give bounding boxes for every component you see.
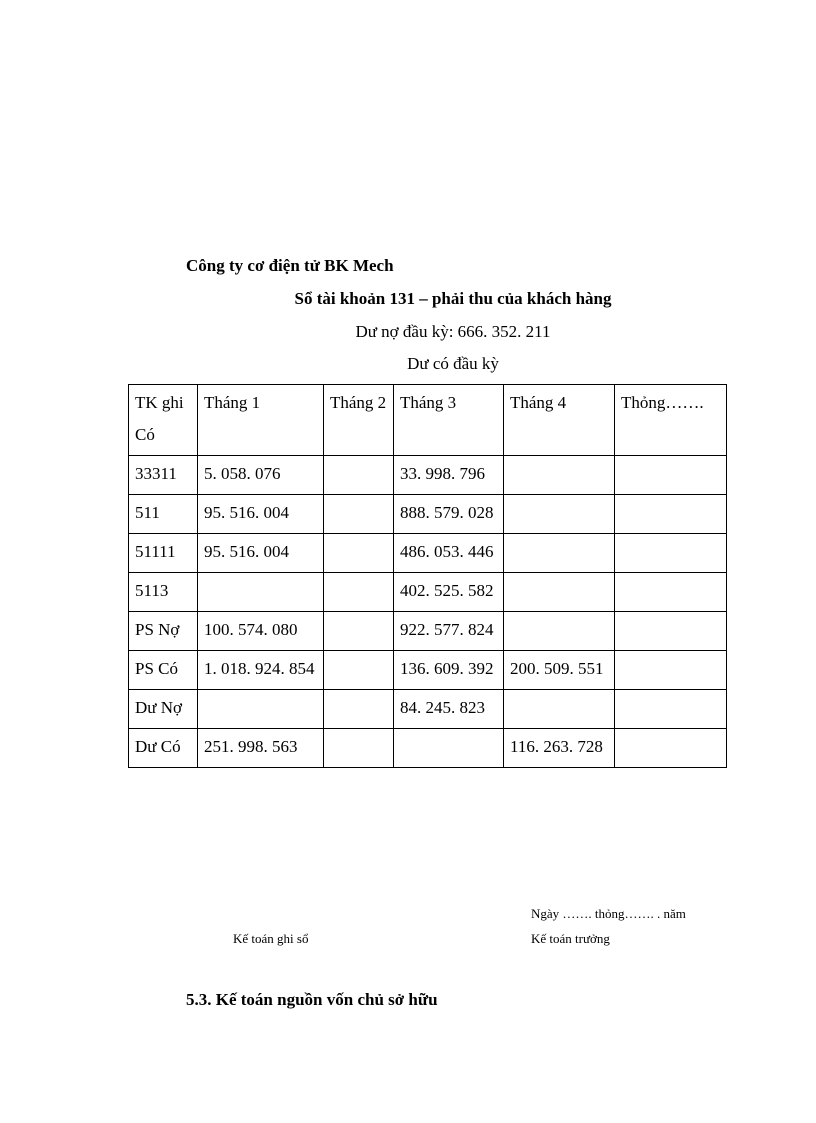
table-row bbox=[129, 573, 727, 612]
table-cell bbox=[324, 456, 394, 495]
header-cell: Tháng 1 bbox=[198, 385, 324, 456]
table-cell bbox=[324, 729, 394, 768]
opening-credit-balance: Dư có đầu kỳ bbox=[407, 354, 499, 373]
table-cell bbox=[615, 690, 727, 729]
ledger-title: Sổ tài khoản 131 – phải thu của khách hàng bbox=[294, 289, 612, 308]
table-cell bbox=[615, 495, 727, 534]
table-cell bbox=[324, 573, 394, 612]
header-cell: Tháng 3 bbox=[394, 385, 504, 456]
table-cell bbox=[324, 690, 394, 729]
table-cell: 1. 018. 924. 854 bbox=[198, 651, 324, 690]
table-header-row bbox=[129, 385, 727, 456]
table-row bbox=[129, 729, 727, 768]
table-cell: 84. 245. 823 bbox=[394, 690, 504, 729]
table-cell bbox=[504, 495, 615, 534]
account-cell: 5113 bbox=[129, 573, 198, 612]
table-cell bbox=[615, 612, 727, 651]
table-cell bbox=[615, 729, 727, 768]
table-cell bbox=[615, 534, 727, 573]
table-cell bbox=[504, 573, 615, 612]
account-cell: Dư Có bbox=[129, 729, 198, 768]
account-cell: 51111 bbox=[129, 534, 198, 573]
header-cell: Tháng 4 bbox=[504, 385, 615, 456]
table-cell: 402. 525. 582 bbox=[394, 573, 504, 612]
table-cell: 95. 516. 004 bbox=[198, 495, 324, 534]
table-cell bbox=[324, 651, 394, 690]
signer-bookkeeper: Kế toán ghi sổ bbox=[233, 931, 309, 946]
header-cell: TK ghi Có bbox=[129, 385, 198, 456]
table-cell bbox=[504, 456, 615, 495]
table-row bbox=[129, 651, 727, 690]
table-row bbox=[129, 456, 727, 495]
table-cell bbox=[324, 495, 394, 534]
table-cell: 888. 579. 028 bbox=[394, 495, 504, 534]
account-cell: 33311 bbox=[129, 456, 198, 495]
account-cell: PS Có bbox=[129, 651, 198, 690]
table-cell bbox=[198, 573, 324, 612]
table-row bbox=[129, 534, 727, 573]
date-line: Ngày ……. thỏng……. . năm bbox=[531, 906, 686, 921]
table-cell bbox=[615, 456, 727, 495]
table-cell: 251. 998. 563 bbox=[198, 729, 324, 768]
account-cell: 511 bbox=[129, 495, 198, 534]
table-cell: 200. 509. 551 bbox=[504, 651, 615, 690]
table-cell bbox=[504, 612, 615, 651]
table-cell bbox=[615, 651, 727, 690]
table-cell: 33. 998. 796 bbox=[394, 456, 504, 495]
table-row bbox=[129, 612, 727, 651]
table-cell bbox=[504, 690, 615, 729]
table-row bbox=[129, 690, 727, 729]
ledger-table bbox=[128, 384, 727, 768]
signer-chief-accountant: Kế toán trưởng bbox=[531, 931, 610, 946]
table-cell bbox=[324, 534, 394, 573]
company-name: Công ty cơ điện tử BK Mech bbox=[186, 256, 394, 275]
table-cell bbox=[394, 729, 504, 768]
table-cell: 136. 609. 392 bbox=[394, 651, 504, 690]
table-row bbox=[129, 495, 727, 534]
table-cell bbox=[615, 573, 727, 612]
header-cell: Thỏng……. bbox=[615, 385, 727, 456]
account-cell: PS Nợ bbox=[129, 612, 198, 651]
table-cell: 922. 577. 824 bbox=[394, 612, 504, 651]
table-cell bbox=[198, 690, 324, 729]
table-cell: 95. 516. 004 bbox=[198, 534, 324, 573]
table-cell: 5. 058. 076 bbox=[198, 456, 324, 495]
header-cell: Tháng 2 bbox=[324, 385, 394, 456]
table-cell: 486. 053. 446 bbox=[394, 534, 504, 573]
table-cell bbox=[324, 612, 394, 651]
table-cell bbox=[504, 534, 615, 573]
table-cell: 100. 574. 080 bbox=[198, 612, 324, 651]
account-cell: Dư Nợ bbox=[129, 690, 198, 729]
section-heading: 5.3. Kế toán nguồn vốn chủ sở hữu bbox=[186, 990, 438, 1009]
opening-debit-balance: Dư nợ đầu kỳ: 666. 352. 211 bbox=[355, 322, 551, 341]
table-cell: 116. 263. 728 bbox=[504, 729, 615, 768]
